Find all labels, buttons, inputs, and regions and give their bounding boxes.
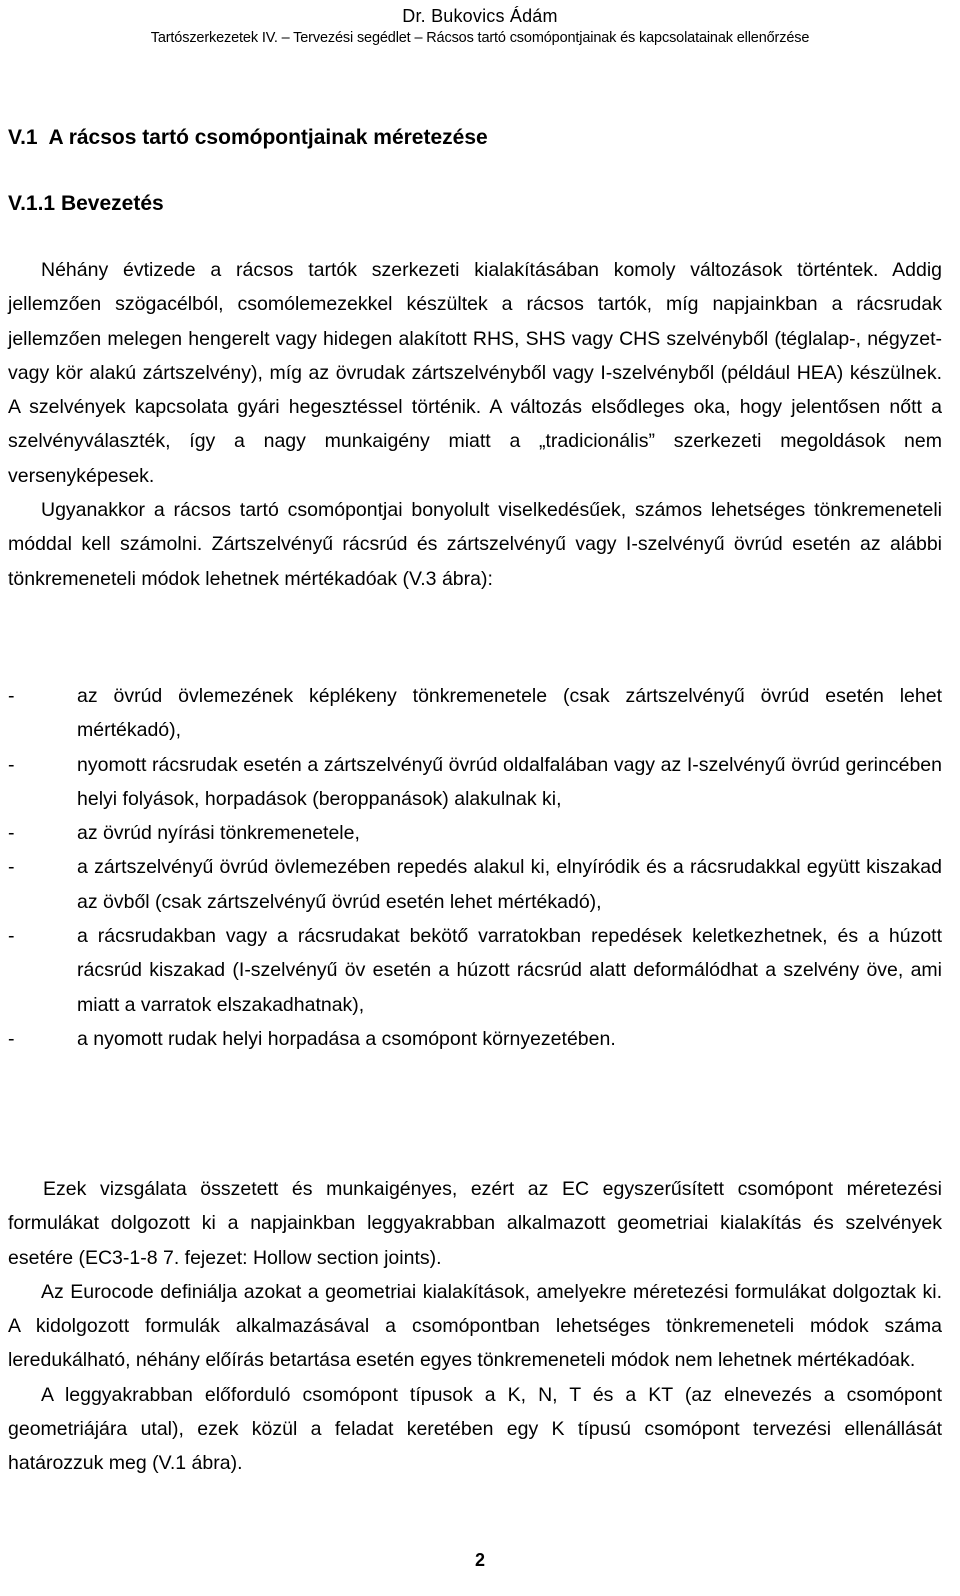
intro-text — [8, 253, 942, 596]
list-item-text: nyomott rácsrudak esetén a zártszelvényű övrúd oldalfalában vagy az I-szelvényű övrúd gerincében helyi folyások, horpadások (beroppanások) alakulnak ki, — [77, 753, 942, 810]
list-item-text: az övrúd nyírási tönkremenetele, — [77, 822, 360, 845]
list-item-text: az övrúd övlemezének képlékeny tönkremenetele (csak zártszelvényű övrúd esetén lehet mértékadó), — [77, 685, 942, 742]
list-bullet: - — [8, 753, 15, 776]
list-item — [8, 679, 942, 748]
list-bullet: - — [8, 685, 15, 707]
list-item — [8, 748, 942, 817]
header-subtitle: Tartószerkezetek IV. – Tervezési segédlet – Rácsos tartó csomópontjainak és kapcsolatainak ellenőrzése — [150, 30, 810, 46]
list-item-text: a rácsrudakban vagy a rácsrudakat bekötő varratokban repedések keletkezhetnek, és a húzott rácsrúd kiszakad (I-szelvényű öv esetén a húzott rácsrúd alatt deformálódhat a szelvény öve, ami miatt a varratok elszakadhatnak), — [77, 925, 942, 1016]
failure-modes-list — [8, 679, 942, 1056]
page-number: 2 — [474, 1550, 485, 1570]
list-item-text: a zártszelvényű övrúd övlemezében repedés alakul ki, elnyíródik és a rácsrudakkal együtt kiszakad az övből (csak zártszelvényű övrúd esetén lehet mértékadó), — [77, 856, 942, 913]
paragraph: Ezek vizsgálata összetett és munkaigényes, ezért az EC egyszerűsített csomópont méretezési formulákat dolgozott ki a napjainkban leggyakrabban alkalmazott geometriai kialakítás és szelvények esetére (EC3-1-8 7. fejezet: Hollow section joints). — [8, 1178, 942, 1269]
list-item — [8, 850, 942, 919]
list-bullet: - — [8, 1027, 15, 1050]
list-item — [8, 1022, 942, 1056]
list-bullet: - — [8, 856, 15, 879]
paragraph: Néhány évtizede a rácsos tartók szerkezeti kialakításában komoly változások történtek. Addig jellemzően szögacélból, csomólemezekkel készültek a rácsos tartók, míg napjainkban a rácsrudak jellemzően melegen hengerelt vagy hidegen alakított RHS, SHS vagy CHS szelvényből (téglalap-, négyzet- vagy kör alakú zártszelvény), míg az övrudak zártszelvényből vagy I-szelvényből (például HEA) készülnek. A szelvények kapcsolata gyári hegesztéssel történik. A változás elsődleges oka, hogy jelentősen nőtt a szelvényválaszték, így a nagy munkaigény miatt a „tradicionális” szerkezeti megoldások nem versenyképesek. — [8, 259, 942, 487]
section-title: V.1 A rácsos tartó csomópontjainak méretezése — [8, 126, 488, 149]
list-bullet: - — [8, 925, 15, 948]
paragraph: Ugyanakkor a rácsos tartó csomópontjai bonyolult viselkedésűek, számos lehetséges tönkremeneteli móddal kell számolni. Zártszelvényű rácsrúd és zártszelvényű vagy I-szelvényű övrúd esetén az alábbi tönkremeneteli módok lehetnek mértékadóak (V.3 ábra): — [8, 499, 942, 590]
list-item-text: a nyomott rudak helyi horpadása a csomópont környezetében. — [77, 1027, 616, 1050]
closing-text — [8, 1172, 942, 1481]
list-item — [8, 919, 942, 1022]
paragraph: A leggyakrabban előforduló csomópont típusok a K, N, T és a KT (az elnevezés a csomópont geometriájára utal), ezek közül a feladat keretében egy K típusú csomópont tervezési ellenállását határozzuk meg (V.1 ábra). — [8, 1383, 942, 1475]
list-item — [8, 816, 942, 850]
page-header — [0, 6, 960, 48]
subsection-title: V.1.1 Bevezetés — [8, 192, 164, 215]
list-bullet: - — [8, 822, 15, 845]
header-author: Dr. Bukovics Ádám — [402, 6, 558, 26]
paragraph: Az Eurocode definiálja azokat a geometriai kialakítások, amelyekre méretezési formulákat dolgoztak ki. A kidolgozott formulák alkalmazásával a csomópontban lehetséges tönkremeneteli módok száma leredukálható, néhány előírás betartása esetén egyes tönkremeneteli módok nem lehetnek mértékadóak. — [8, 1280, 942, 1372]
